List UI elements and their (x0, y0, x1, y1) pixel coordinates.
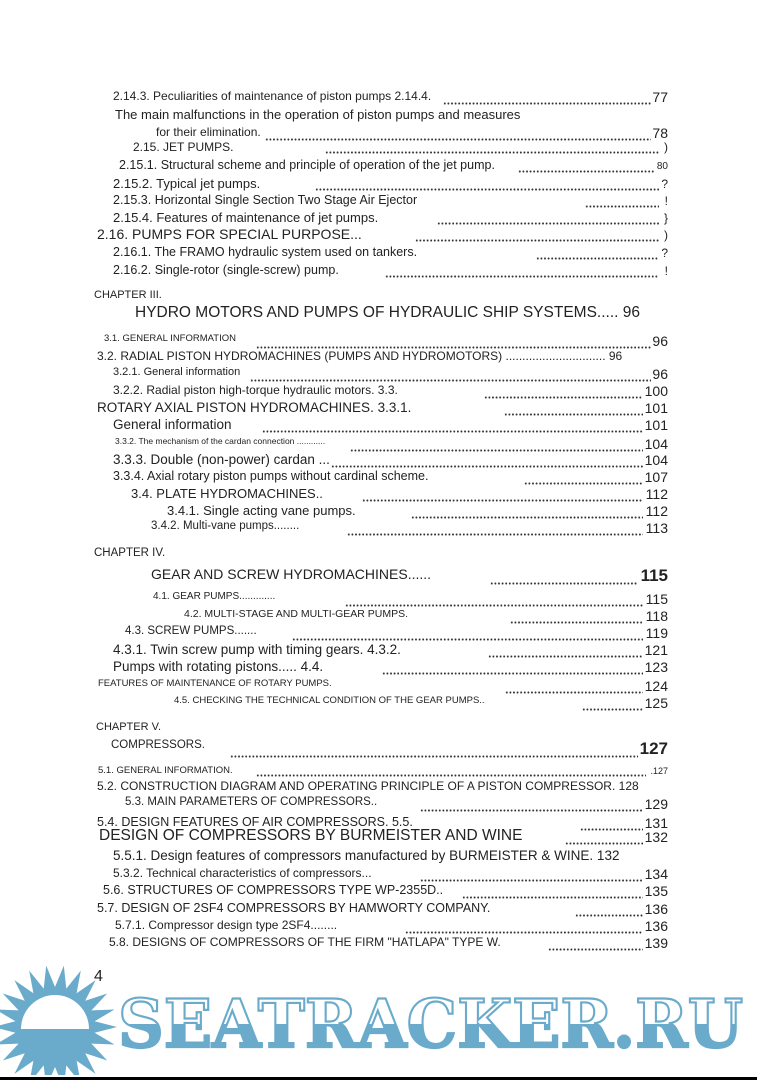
toc-entry-page: 118 (645, 608, 668, 624)
toc-entry-page: ) (664, 140, 668, 154)
dot-leader (420, 879, 643, 882)
dot-leader (505, 691, 643, 694)
toc-entry-page: 112 (645, 486, 668, 502)
toc-entry-page: 136 (644, 918, 668, 934)
dot-leader (437, 222, 659, 225)
dot-leader (484, 396, 643, 399)
toc-entry-title: 3.3.3. Double (non-power) cardan ... (113, 452, 330, 467)
dot-leader (405, 931, 643, 934)
toc-entry-title: 5.2. CONSTRUCTION DIAGRAM AND OPERATING PRINCIPLE OF A PISTON COMPRESSOR. 128 (97, 779, 639, 793)
toc-entry-title: 3.2. RADIAL PISTON HYDROMACHINES (PUMPS AND HYDROMOTORS) .............................. 96 (97, 349, 623, 363)
toc-entry-title: The main malfunctions in the operation of piston pumps and measures (115, 107, 521, 122)
toc-entry-title: Pumps with rotating pistons..... 4.4. (113, 659, 324, 674)
toc-entry[interactable] (0, 159, 757, 177)
dot-leader (385, 275, 659, 278)
dot-leader (382, 672, 643, 675)
toc-entry-page: 135 (644, 883, 668, 899)
dot-leader (510, 621, 643, 624)
toc-entry[interactable] (0, 828, 757, 846)
dot-leader (350, 449, 643, 452)
toc-entry-page: 96 (652, 366, 668, 382)
toc-entry-page: 125 (644, 695, 668, 711)
toc-entry-title: 5.3. MAIN PARAMETERS OF COMPRESSORS.. (125, 796, 378, 808)
dot-leader (347, 533, 643, 536)
toc-entry-title: 2.16.1. The FRAMO hydraulic system used on tankers. (113, 245, 418, 259)
toc-entry-title: 3.1. GENERAL INFORMATION (104, 333, 236, 344)
toc-entry[interactable] (0, 108, 757, 126)
toc-entry-title: DESIGN OF COMPRESSORS BY BURMEISTER AND WINE (99, 827, 523, 844)
toc-entry-title: COMPRESSORS. (111, 739, 205, 751)
toc-entry-title: 5.1. GENERAL INFORMATION. (98, 765, 233, 776)
toc-entry[interactable] (0, 305, 757, 323)
toc-entry-page: 123 (644, 659, 668, 675)
toc-entry-page: 101 (644, 417, 668, 433)
dot-leader (345, 604, 643, 607)
toc-entry-title: 2.15.3. Horizontal Single Section Two Stage Air Ejector (113, 193, 418, 207)
toc-entry-title: 2.16. PUMPS FOR SPECIAL PURPOSE... (97, 226, 362, 242)
toc-entry[interactable] (0, 418, 757, 436)
dot-leader (504, 413, 643, 416)
toc-entry-page: 78 (652, 125, 668, 141)
toc-entry-page: 127 (639, 739, 668, 758)
dot-leader (411, 516, 643, 519)
dot-leader (415, 239, 659, 242)
dot-leader (585, 205, 659, 208)
toc-entry-page: } (663, 211, 668, 225)
toc-entry-page: 96 (652, 333, 668, 349)
toc-entry-title: 5.7.1. Compressor design type 2SF4........ (115, 918, 338, 932)
toc-entry-title: 4.3. SCREW PUMPS....... (125, 625, 257, 637)
toc-entry[interactable] (0, 521, 757, 539)
toc-entry[interactable] (0, 902, 757, 920)
toc-entry-title: CHAPTER V. (96, 721, 162, 733)
toc-entry[interactable] (0, 548, 757, 566)
toc-entry-title: HYDRO MOTORS AND PUMPS OF HYDRAULIC SHIP SYSTEMS..... 96 (135, 304, 640, 321)
toc-entry-page: 129 (644, 796, 668, 812)
toc-entry-title: 5.4. DESIGN FEATURES OF AIR COMPRESSORS. 5.5. (97, 815, 413, 829)
toc-entry[interactable] (0, 227, 757, 245)
toc-entry-title: 2.15. JET PUMPS. (133, 140, 234, 154)
sun-icon (0, 966, 117, 1075)
dot-leader (565, 842, 643, 845)
toc-entry[interactable] (0, 264, 757, 282)
toc-entry-title: 4.1. GEAR PUMPS............. (153, 591, 276, 602)
toc-entry[interactable] (0, 504, 757, 522)
dot-leader (582, 708, 643, 711)
toc-entry-title: 3.4.1. Single acting vane pumps. (167, 503, 356, 518)
dot-leader (536, 257, 659, 260)
toc-entry-title: 4.3.1. Twin screw pump with timing gears. 4.3.2. (113, 642, 401, 657)
toc-entry[interactable] (0, 609, 757, 627)
toc-entry-page: 131 (644, 815, 668, 831)
toc-entry-title: 2.16.2. Single-rotor (single-screw) pump. (113, 263, 339, 277)
dot-leader (262, 430, 643, 433)
dot-leader (315, 188, 659, 191)
watermark-text: SEATRACKER.RU (118, 985, 743, 1063)
toc-entry-title: GEAR AND SCREW HYDROMACHINES...... (151, 566, 432, 582)
toc-entry[interactable] (0, 567, 757, 585)
dot-leader (256, 774, 646, 777)
dot-leader (524, 482, 643, 485)
toc-entry[interactable] (0, 696, 757, 714)
toc-entry-title: 5.5.1. Design features of compressors manufactured by BURMEISTER & WINE. 132 (113, 848, 620, 863)
toc-entry-title: 2.14.3. Peculiarities of maintenance of piston pumps 2.14.4. (113, 89, 432, 103)
toc-entry[interactable] (0, 780, 757, 798)
toc-entry-title: 3.2.1. General information (113, 366, 241, 378)
toc-entry-page: 112 (645, 503, 668, 519)
toc-entry-page: ! (664, 263, 668, 278)
seatracker-watermark-logo (0, 965, 757, 1075)
toc-entry-page: 115 (640, 566, 668, 585)
toc-entry[interactable] (0, 470, 757, 488)
toc-entry-title: ROTARY AXIAL PISTON HYDROMACHINES. 3.3.1. (97, 400, 412, 415)
toc-entry[interactable] (0, 797, 757, 815)
toc-entry-title: 3.3.4. Axial rotary piston pumps without cardinal scheme. (113, 469, 429, 483)
toc-entry-page: 134 (644, 866, 668, 882)
dot-leader (420, 809, 643, 812)
toc-entry-page: ! (664, 193, 668, 208)
dot-leader (462, 896, 643, 899)
toc-entry-page: 107 (644, 469, 668, 485)
toc-entry-page: 115 (645, 591, 668, 607)
toc-entry[interactable] (0, 141, 757, 159)
dot-leader (488, 655, 643, 658)
dot-leader (362, 499, 643, 502)
dot-leader (575, 914, 643, 917)
dot-leader (292, 638, 643, 641)
toc-entry[interactable] (0, 722, 757, 740)
toc-entry[interactable] (0, 740, 757, 758)
toc-entry-title: 2.15.2. Typical jet pumps. (113, 176, 261, 191)
toc-entry-page: 119 (645, 625, 668, 641)
toc-entry-title: 4.2. MULTI-STAGE AND MULTI-GEAR PUMPS. (184, 608, 409, 620)
toc-entry-title: 2.15.4. Features of maintenance of jet pumps. (113, 210, 379, 225)
dot-leader (331, 465, 643, 468)
toc-entry-title: 2.15.1. Structural scheme and principle of operation of the jet pump. (119, 158, 495, 172)
toc-entry-title: 5.6. STRUCTURES OF COMPRESSORS TYPE WP-2355D.. (103, 883, 444, 897)
page-number: 4 (94, 968, 103, 985)
toc-entry-title: CHAPTER IV. (94, 547, 166, 559)
toc-entry-title: 5.8. DESIGNS OF COMPRESSORS OF THE FIRM "HATLAPA" TYPE W. (109, 935, 501, 949)
toc-entry-page: 121 (644, 642, 668, 658)
toc-entry-page: 101 (644, 400, 668, 416)
toc-entry-title: 3.4.2. Multi-vane pumps........ (151, 520, 300, 532)
dot-leader (518, 170, 655, 173)
toc-entry[interactable] (0, 884, 757, 902)
toc-entry-title: 5.7. DESIGN OF 2SF4 COMPRESSORS BY HAMWORTY COMPANY. (97, 901, 491, 915)
toc-entry-page: 77 (652, 89, 668, 105)
dot-leader (325, 151, 659, 154)
toc-entry[interactable] (0, 246, 757, 264)
toc-entry-title: for their elimination. (156, 125, 261, 139)
toc-entry-title: 4.5. CHECKING THE TECHNICAL CONDITION OF THE GEAR PUMPS.. (174, 695, 485, 706)
dot-leader (230, 755, 638, 758)
toc-entry-page: .127 (650, 765, 668, 776)
toc-entry-page: ? (661, 245, 668, 260)
toc-entry-title: CHAPTER III. (94, 289, 162, 301)
toc-entry-page: 132 (644, 828, 668, 845)
toc-entry-title: 3.4. PLATE HYDROMACHINES.. (131, 486, 323, 501)
toc-entry-title: 3.2.2. Radial piston high-torque hydraulic motors. 3.3. (113, 383, 398, 397)
dot-leader (548, 948, 643, 951)
toc-entry[interactable] (0, 936, 757, 954)
toc-entry[interactable] (0, 90, 757, 108)
dot-leader (490, 582, 638, 585)
toc-entry-page: 113 (645, 520, 668, 536)
toc-entry-title: 3.3.2. The mechanism of the cardan connection ............ (115, 436, 326, 446)
dot-leader (443, 102, 651, 105)
toc-entry-page: 136 (644, 901, 668, 917)
toc-entry-title: General information (113, 417, 232, 432)
toc-entry-page: 80 (656, 160, 668, 172)
toc-entry-title: 5.3.2. Technical characteristics of compressors... (113, 866, 372, 880)
toc-entry-page: 104 (644, 452, 668, 468)
toc-entry-page: 104 (644, 436, 668, 452)
toc-entry[interactable] (0, 487, 757, 505)
toc-entry[interactable] (0, 660, 757, 678)
toc-entry[interactable] (0, 849, 757, 867)
toc-entry-page: ) (664, 228, 668, 242)
toc-entry-page: 124 (644, 678, 668, 694)
dot-leader (250, 379, 651, 382)
toc-entry-title: FEATURES OF MAINTENANCE OF ROTARY PUMPS. (98, 678, 332, 689)
toc-entry-page: 100 (644, 383, 668, 399)
toc-entry-page: ? (661, 177, 668, 191)
toc-entry-page: 139 (644, 935, 668, 951)
